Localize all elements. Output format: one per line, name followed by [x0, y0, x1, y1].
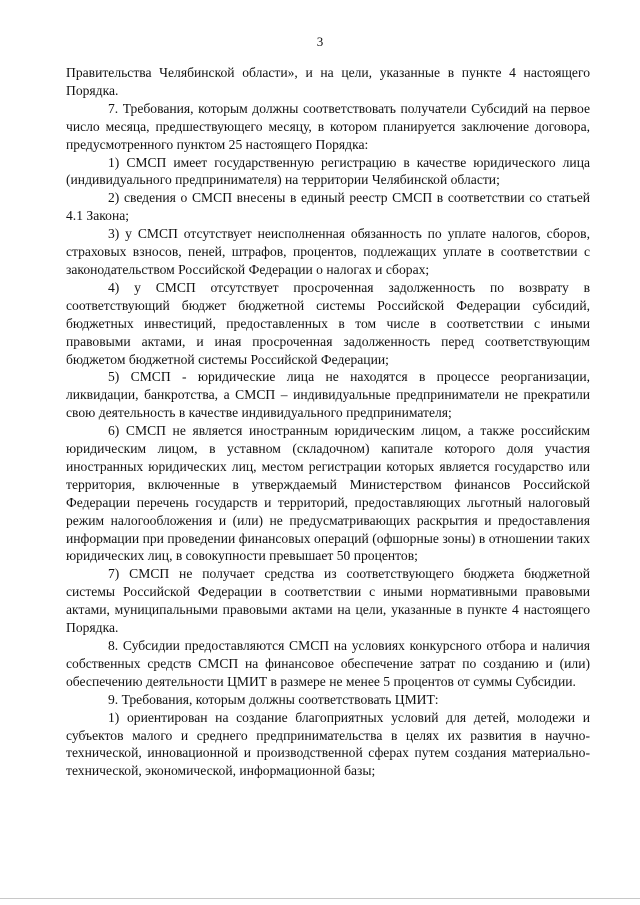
paragraph-subitem-4: 4) у СМСП отсутствует просроченная задолженность по возврату в соответствующий бюджет бюджетной системы Российской Федерации субсидий, бюджетных инвестиций, предоставленных в том числе в соответствии с иными правовыми актами, и иная просроченная задолженность перед соответствующим бюджетом бюджетной системы Российской Федерации; [66, 279, 590, 367]
paragraph-item-9: 9. Требования, которым должны соответствовать ЦМИТ: [108, 691, 439, 707]
paragraph-item-9-subitem-1: 1) ориентирован на создание благоприятных условий для детей, молодежи и субъектов малого и среднего предпринимательства в целях их развития в научно-технической, инновационной и производственной сферах путем создания материально-технической, экономической, информационной базы; [66, 709, 590, 779]
paragraph-subitem-2: 2) сведения о СМСП внесены в единый реестр СМСП в соответствии со статьей 4.1 Закона; [66, 190, 590, 224]
page-number: 3 [316, 34, 324, 49]
paragraph-subitem-7: 7) СМСП не получает средства из соответствующего бюджета бюджетной системы Российской Федерации в соответствии с иными нормативными правовыми актами, муниципальными правовыми актами на цели, указанные в пункте 4 настоящего Порядка. [66, 566, 590, 636]
paragraph-item-8: 8. Субсидии предоставляются СМСП на условиях конкурсного отбора и наличия собственных средств СМСП на финансовое обеспечение затрат по созданию и (или) обеспечению деятельности ЦМИТ в размере не менее 5 процентов от суммы Субсидии. [66, 638, 590, 689]
document-body [66, 64, 590, 780]
scan-edge-line [0, 898, 640, 899]
paragraph-continuation: Правительства Челябинской области», и на цели, указанные в пункте 4 настоящего Порядка. [66, 65, 590, 98]
paragraph-subitem-5: 5) СМСП - юридические лица не находятся в процессе реорганизации, ликвидации, банкротства, а СМСП – индивидуальные предприниматели не прекратили свою деятельность в качестве индивидуального предпринимателя; [66, 369, 590, 421]
paragraph-subitem-6: 6) СМСП не является иностранным юридическим лицом, а также российским юридическим лицом, в уставном (складочном) капитале которого доля участия иностранных юридических лиц, местом регистрации которых является государство или территория, включенные в утверждаемый Министерством финансов Российской Федерации перечень государств и территорий, предоставляющих льготный налоговый режим налогообложения и (или) не предусматривающих раскрытия и предоставления информации при проведении финансовых операций (офшорные зоны) в отношении таких юридических лиц, в совокупности превышает 50 процентов; [66, 423, 590, 564]
paragraph-subitem-3: 3) у СМСП отсутствует неисполненная обязанность по уплате налогов, сборов, страховых взносов, пеней, штрафов, процентов, подлежащих уплате в соответствии с законодательством Российской Федерации о налогах и сборах; [66, 226, 590, 277]
paragraph-subitem-1: 1) СМСП имеет государственную регистрацию в качестве юридического лица (индивидуального предпринимателя) на территории Челябинской области; [66, 154, 590, 188]
paragraph-item-7: 7. Требования, которым должны соответствовать получатели Субсидий на первое число месяца, предшествующего месяцу, в котором планируется заключение договора, предусмотренного пунктом 25 настоящего Порядка: [66, 100, 590, 152]
